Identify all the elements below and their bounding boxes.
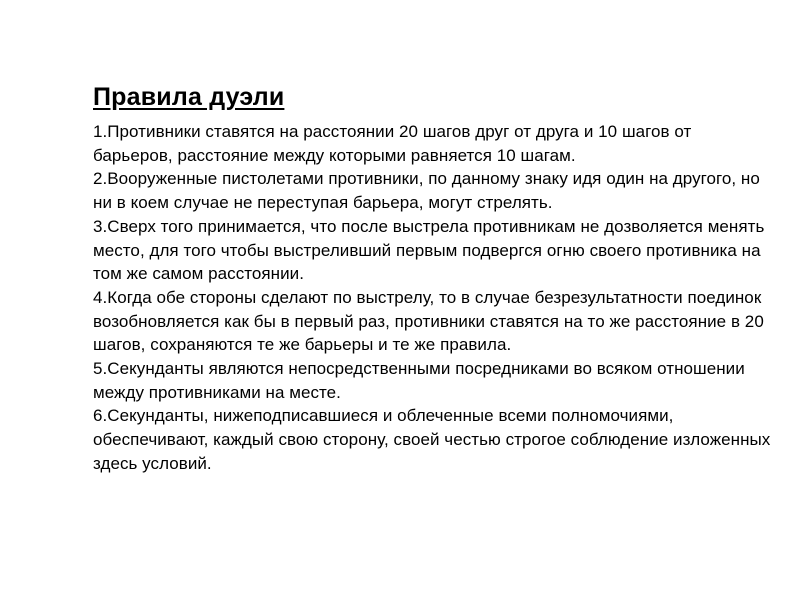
rule-item: 3.Сверх того принимается, что после выстрела противникам не дозволяется менять место, для того чтобы выстреливший первым подвергся огню своего противника на том же самом расстоянии.: [93, 216, 765, 284]
rule-item: 5.Секунданты являются непосредственными посредниками во всяком отношении между противниками на месте.: [93, 359, 745, 402]
rule-item: 1.Противники ставятся на расстоянии 20 шагов друг от друга и 10 шагов от барьеров, расстояние между которыми равняется 10 шагам.: [93, 122, 692, 165]
slide-content: [93, 80, 773, 476]
rule-item: 2.Вооруженные пистолетами противники, по данному знаку идя один на другого, но ни в коем случае не переступая барьера, могут стрелять.: [93, 169, 760, 213]
slide-title: Правила дуэли: [93, 83, 285, 111]
rule-item: 4.Когда обе стороны сделают по выстрелу, то в случае безрезультатности поединок возобновляется как бы в первый раз, противники ставятся на то же расстояние в 20 шагов, сохраняются те же барьеры и те же правила.: [93, 287, 764, 355]
rule-item: 6.Секунданты, нижеподписавшиеся и облеченные всеми полномочиями, обеспечивают, каждый свою сторону, своей честью строгое соблюдение изложенных здесь условий.: [93, 406, 771, 473]
